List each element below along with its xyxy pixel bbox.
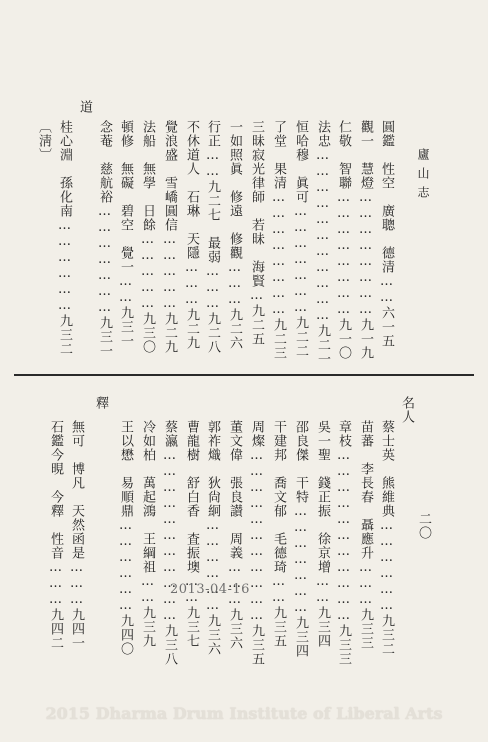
toc-entry: 吳一聖 錢正振 徐京增……九三四 bbox=[315, 420, 330, 648]
section-heading-shi: 釋 bbox=[93, 396, 108, 410]
date-stamp: 2013-04-16 bbox=[170, 582, 250, 597]
dynasty-label: 〔淸〕 bbox=[36, 120, 51, 162]
toc-entry: 頓修 無礙 碧空 覺一……九三一 bbox=[118, 120, 133, 348]
toc-entry: 石鑑今晛 今釋 性音………九四二 bbox=[48, 420, 63, 650]
section-divider bbox=[14, 374, 474, 376]
toc-entry: 蔡瀛……………………………九三八 bbox=[162, 420, 177, 666]
toc-entry: 圓鑑 性空 廣聰 德清……六一五 bbox=[379, 120, 394, 348]
toc-entry: 覺浪盛 雪嶠圓信……………九二九 bbox=[162, 120, 177, 354]
section-heading-mingren: 名人 bbox=[399, 396, 414, 424]
toc-entry: 干建邦 喬文郁 毛德琦……九三五 bbox=[271, 420, 286, 648]
watermark: 2015 Dharma Drum Institute of Liberal Arts bbox=[45, 704, 443, 723]
toc-entry: 三昧寂光律師 若昧 海賢…九二五 bbox=[249, 120, 264, 346]
toc-entry: 觀一 慧燈……………………九一九 bbox=[358, 120, 373, 360]
book-title: 廬山志 bbox=[416, 148, 430, 205]
toc-entry: 郭祚熾 狄尙絅………………九三六 bbox=[205, 420, 220, 656]
toc-entry: 苗蕃 李長春 聶應升………九三三 bbox=[358, 420, 373, 650]
toc-entry: 冷如柏 萬起鴻 王綱祖……九三九 bbox=[140, 420, 155, 648]
toc-entry: 曹龍樹 舒白香 査振墺……九三七 bbox=[184, 420, 199, 648]
toc-entry: 法船 無學 日餘……………九三〇 bbox=[140, 120, 155, 354]
toc-entry: 桂心淵 孫化南………………九三二 bbox=[57, 120, 72, 356]
toc-entry: 念菴 慈航裕…………………九三一 bbox=[97, 120, 112, 358]
toc-entry: 法忠……………………………九二一 bbox=[315, 120, 330, 366]
toc-entry: 董文偉 張良讃 周義………九三六 bbox=[227, 420, 242, 650]
toc-entry: 王以懋 易順鼎………………九四〇 bbox=[118, 420, 133, 656]
toc-entry: 不休道人 石琳 天隱………九二九 bbox=[184, 120, 199, 350]
toc-entry: 了堂 果清……………………九二三 bbox=[271, 120, 286, 360]
section-heading-dao: 道 bbox=[77, 100, 92, 114]
toc-entry: 蔡士英 熊維典………………九三二 bbox=[379, 420, 394, 656]
toc-entry: 周燦……………………………九三五 bbox=[249, 420, 264, 666]
toc-entry: 無可 博凡 天然函是………九四一 bbox=[69, 420, 84, 650]
toc-entry: 邵良傑 干特…………………九三四 bbox=[293, 420, 308, 658]
toc-entry: 恒哈穆 眞可…………………九二二 bbox=[293, 120, 308, 358]
toc-entry: 行正……九二七 最弱………九二八 bbox=[205, 120, 220, 354]
toc-entry: 一如照眞 修遠 修觀………九二六 bbox=[227, 120, 242, 350]
toc-entry: 章枝……………………………九三三 bbox=[336, 420, 351, 666]
page-number: 二〇 bbox=[416, 512, 431, 540]
toc-entry: 仁敬 智聯……………………九一〇 bbox=[336, 120, 351, 360]
